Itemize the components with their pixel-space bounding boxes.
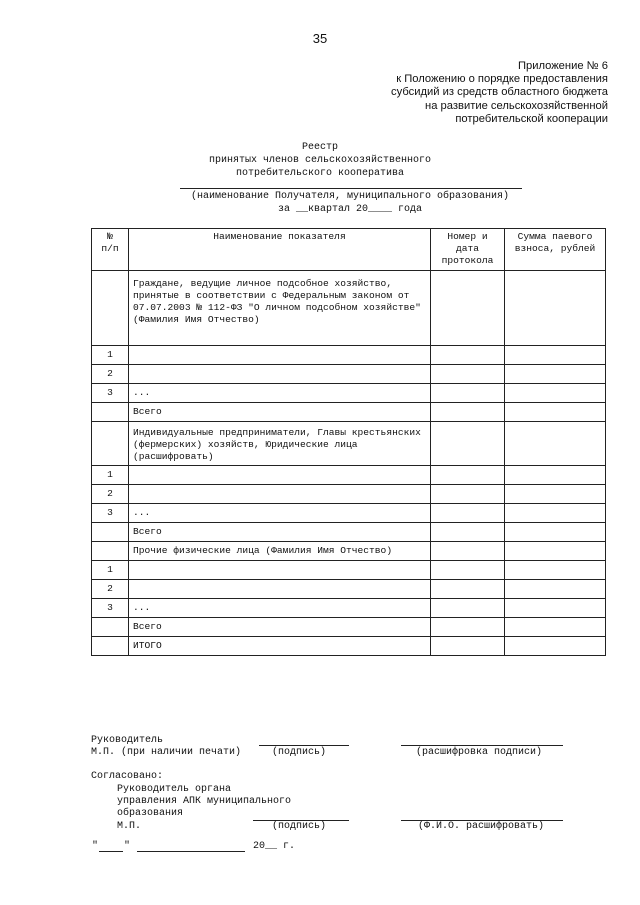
header-protocol: Номер и дата протокола bbox=[431, 229, 505, 271]
date-close-quote: " bbox=[124, 841, 131, 852]
signature-caption: (подпись) bbox=[272, 821, 327, 832]
row-number: 2 bbox=[92, 485, 129, 504]
grand-total-row bbox=[92, 637, 606, 656]
row-number: 3 bbox=[92, 384, 129, 403]
registry-title-line: потребительского кооператива bbox=[235, 168, 405, 179]
total-label: Всего bbox=[129, 618, 431, 637]
table-row bbox=[92, 485, 606, 504]
appendix-line: Приложение № 6 bbox=[517, 60, 608, 72]
organ-line: образования bbox=[117, 808, 184, 819]
organ-line: управления АПК муниципального bbox=[117, 796, 292, 807]
row-number: 2 bbox=[92, 365, 129, 384]
table-row bbox=[92, 599, 606, 618]
date-day-line bbox=[99, 851, 123, 852]
appendix-line: на развитие сельскохозяйственной bbox=[425, 99, 608, 112]
table-row bbox=[92, 384, 606, 403]
agreed-label: Согласовано: bbox=[91, 771, 164, 782]
registry-title-line: принятых членов сельскохозяйственного bbox=[208, 155, 432, 166]
ellipsis-cell: ... bbox=[129, 504, 431, 523]
header-indicator: Наименование показателя bbox=[129, 229, 431, 271]
total-label: Всего bbox=[129, 523, 431, 542]
table-row bbox=[92, 561, 606, 580]
group-title-lph: Граждане, ведущие личное подсобное хозяйство, принятые в соответствии с Федеральным законом от 07.07.2003 № 112-ФЗ "О личном подсобном хозяйстве" (Фамилия Имя Отчество) bbox=[129, 271, 431, 346]
head-label: Руководитель bbox=[91, 735, 164, 746]
table-row bbox=[92, 365, 606, 384]
appendix-line: к Положению о порядке предоставления bbox=[396, 73, 608, 86]
signature-line bbox=[259, 745, 349, 746]
table-row bbox=[92, 346, 606, 365]
total-row bbox=[92, 403, 606, 422]
quarter-line: за __квартал 20____ года bbox=[277, 204, 423, 215]
ellipsis-cell: ... bbox=[129, 384, 431, 403]
header-fee: Сумма паевого взноса, рублей bbox=[505, 229, 606, 271]
recipient-name-line bbox=[180, 188, 522, 189]
appendix-header bbox=[308, 60, 608, 126]
row-number: 2 bbox=[92, 580, 129, 599]
date-year: 20__ г. bbox=[253, 841, 296, 852]
ellipsis-cell: ... bbox=[129, 599, 431, 618]
registry-title bbox=[0, 141, 640, 180]
registry-title-line: Реестр bbox=[301, 142, 338, 153]
group-title-other: Прочие физические лица (Фамилия Имя Отчество) bbox=[129, 542, 431, 561]
group-title-entrepreneurs: Индивидуальные предприниматели, Главы крестьянских (фермерских) хозяйств, Юридические лица (расшифровать) bbox=[129, 422, 431, 466]
row-number: 3 bbox=[92, 599, 129, 618]
row-number: 1 bbox=[92, 346, 129, 365]
table-row bbox=[92, 466, 606, 485]
total-row bbox=[92, 523, 606, 542]
date-open-quote: " bbox=[92, 841, 99, 852]
group-row bbox=[92, 542, 606, 561]
appendix-line: потребительской кооперации bbox=[455, 112, 608, 125]
organ-line: Руководитель органа bbox=[117, 784, 232, 795]
page-number: 35 bbox=[312, 31, 328, 46]
total-row bbox=[92, 618, 606, 637]
registry-table bbox=[91, 228, 606, 656]
table-row bbox=[92, 504, 606, 523]
mp-label: М.П. bbox=[117, 821, 142, 832]
group-row bbox=[92, 271, 606, 346]
stamp-label: М.П. (при наличии печати) bbox=[91, 747, 242, 758]
table-row bbox=[92, 580, 606, 599]
grand-total-label: ИТОГО bbox=[129, 637, 431, 656]
group-row bbox=[92, 422, 606, 466]
row-number: 1 bbox=[92, 561, 129, 580]
decode-line bbox=[401, 745, 563, 746]
table-header-row bbox=[92, 229, 606, 271]
header-num: № п/п bbox=[92, 229, 129, 271]
total-label: Всего bbox=[129, 403, 431, 422]
date-month-line bbox=[137, 851, 245, 852]
row-number: 1 bbox=[92, 466, 129, 485]
fio-caption: (Ф.И.О. расшифровать) bbox=[418, 821, 545, 832]
signature-caption: (подпись) bbox=[272, 747, 327, 758]
row-number: 3 bbox=[92, 504, 129, 523]
recipient-caption: (наименование Получателя, муниципального образования) bbox=[190, 191, 510, 202]
decode-caption: (расшифровка подписи) bbox=[416, 747, 543, 758]
appendix-line: субсидий из средств областного бюджета bbox=[391, 86, 608, 99]
